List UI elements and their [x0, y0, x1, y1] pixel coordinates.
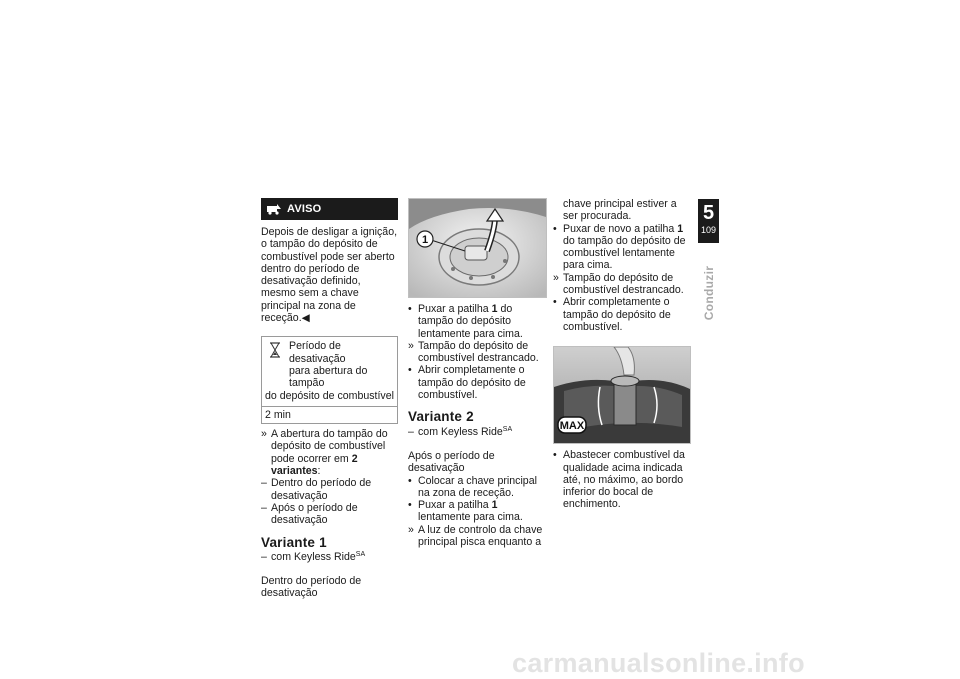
- result-item: » Tampão do depósito de combustível destrancado.: [408, 339, 539, 365]
- step-item: • Puxar a patilha 1 do tampão do depósito lentamente para cima.: [408, 303, 523, 340]
- column-2: [408, 198, 545, 548]
- fuel-cap-photo: [408, 198, 547, 298]
- bullet-marker: •: [408, 499, 412, 512]
- side-chapter-label: Conduzir: [702, 265, 716, 321]
- result-item: » A luz de controlo da chave principal pisca enquanto a: [408, 523, 543, 549]
- column-1: [261, 198, 398, 612]
- watermark: carmanualsonline.info: [512, 648, 805, 678]
- column-3: [553, 198, 691, 511]
- dash-marker: –: [408, 425, 414, 438]
- sa-superscript: SA: [355, 550, 366, 558]
- variant-2-intro: Após o período de desativação: [408, 449, 495, 475]
- info-title-line-3: do depósito de combustível: [265, 389, 394, 402]
- dash-item: – Dentro do período de desativação: [261, 477, 372, 502]
- arrow-marker: »: [553, 271, 559, 284]
- info-title-line-2: para abertura do tampão: [289, 364, 368, 390]
- warning-header: [261, 198, 398, 220]
- dash-marker: –: [261, 550, 267, 563]
- variant-1-heading: Variante 1: [261, 534, 327, 550]
- continued-text: chave principal estiver a ser procurada.: [563, 198, 677, 223]
- bullet-marker: •: [408, 303, 412, 315]
- result-item: » Tampão do depósito de combustível destrancado.: [553, 271, 684, 297]
- variant-1-condition: – com Keyless Ride$^{SA}$: [261, 550, 366, 563]
- bullet-marker: •: [553, 296, 557, 309]
- step-item: • Colocar a chave principal na zona de receção.: [408, 474, 537, 499]
- max-label: MAX: [559, 420, 585, 433]
- bullet-marker: •: [408, 474, 412, 487]
- result-item: » A abertura do tampão do depósito de combustível pode ocorrer em 2 variantes:: [261, 428, 388, 478]
- step-item: • Puxar de novo a patilha 1 do tampão do depósito de combustível lentamente para cima.: [553, 222, 686, 272]
- info-title-line-1: Período de desativação: [289, 340, 346, 365]
- chapter-tab: [698, 199, 719, 243]
- info-box: [261, 336, 398, 424]
- variant-1-intro: Dentro do período de desativação: [261, 575, 362, 600]
- variant-2-heading: Variante 2: [408, 409, 474, 425]
- bullet-marker: •: [408, 364, 412, 377]
- warning-text: Depois de desligar a ignição, o tampão do depósito de combustível pode ser aberto dentro do período de desativação definido, mesmo sem a chave principal na zona de receção.◀: [261, 226, 398, 325]
- sa-superscript: SA: [502, 425, 513, 433]
- end-mark-icon: ◀: [301, 312, 310, 325]
- arrow-marker: »: [261, 428, 267, 441]
- arrow-marker: »: [408, 523, 414, 536]
- info-value: 2 min: [262, 406, 397, 423]
- chapter-number: 5: [702, 202, 715, 224]
- step-item: • Abrir completamente o tampão do depósito de combustível.: [408, 364, 526, 402]
- variant-2-condition: – com Keyless Ride$^{SA}$: [408, 425, 513, 438]
- page-number: 109: [700, 225, 717, 235]
- bullet-marker: •: [553, 449, 557, 462]
- dash-item: – Após o período de desativação: [261, 501, 358, 527]
- dash-marker: –: [261, 501, 267, 514]
- step-item: • Abastecer combustível da qualidade acima indicada até, no máximo, ao bordo inferior do bocal de enchimento.: [553, 449, 685, 511]
- warning-title: AVISO: [287, 202, 322, 215]
- motorcycle-warning-icon: [266, 203, 282, 215]
- step-item: • Abrir completamente o tampão do depósito de combustível.: [553, 296, 671, 333]
- bullet-marker: •: [553, 222, 557, 235]
- arrow-marker: »: [408, 339, 414, 352]
- hourglass-icon: [268, 342, 282, 358]
- dash-marker: –: [261, 477, 267, 490]
- filler-neck-photo: [553, 346, 691, 444]
- step-item: • Puxar a patilha 1 lentamente para cima.: [408, 499, 523, 524]
- callout-1-label: 1: [421, 234, 429, 246]
